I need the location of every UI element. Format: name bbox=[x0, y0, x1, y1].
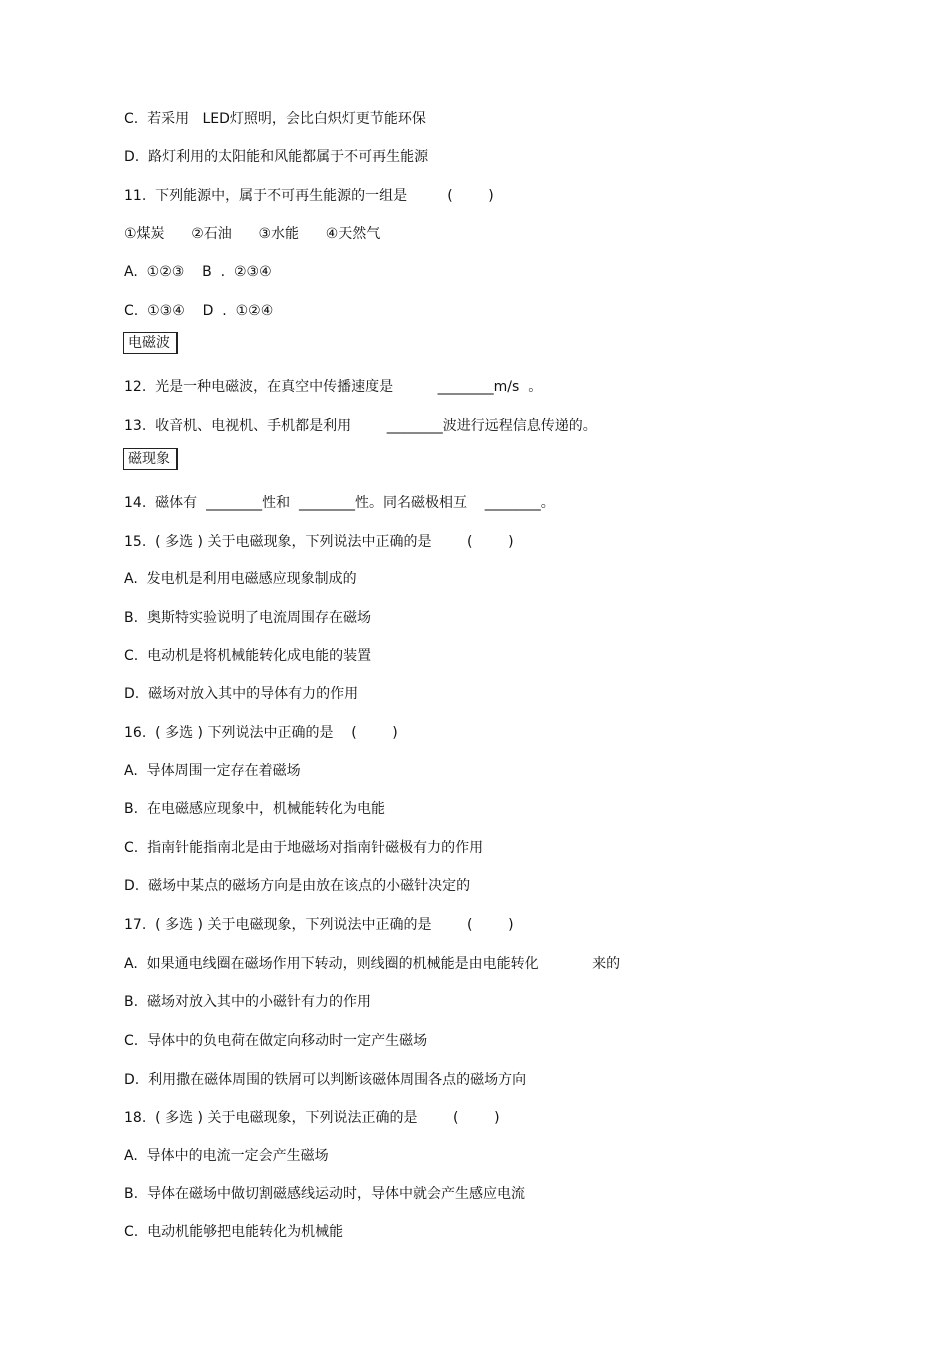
question-18: 18. ( 多选 ) 关于电磁现象，下列说法正确的是 ( ) bbox=[124, 1110, 500, 1126]
question-12: 12. 光是一种电磁波，在真空中传播速度是 ________m/s 。 bbox=[124, 379, 543, 395]
q17-option-d: D. 利用撒在磁体周围的铁屑可以判断该磁体周围各点的磁场方向 bbox=[124, 1072, 527, 1088]
q18-option-a: A. 导体中的电流一定会产生磁场 bbox=[124, 1148, 329, 1164]
q17-option-c: C. 导体中的负电荷在做定向移动时一定产生磁场 bbox=[124, 1033, 428, 1049]
section-heading-em-wave: 电磁波 bbox=[123, 332, 178, 354]
line-c-led: C. 若采用 LED灯照明，会比白炽灯更节能环保 bbox=[124, 111, 426, 127]
q15-option-b: B. 奥斯特实验说明了电流周围存在磁场 bbox=[124, 610, 371, 626]
question-15: 15. ( 多选 ) 关于电磁现象，下列说法中正确的是 ( ) bbox=[124, 534, 514, 550]
question-11: 11. 下列能源中，属于不可再生能源的一组是 ( ) bbox=[124, 188, 494, 204]
q16-option-b: B. 在电磁感应现象中，机械能转化为电能 bbox=[124, 801, 385, 817]
q18-option-c: C. 电动机能够把电能转化为机械能 bbox=[124, 1224, 344, 1240]
question-16: 16. ( 多选 ) 下列说法中正确的是 ( ) bbox=[124, 725, 398, 741]
question-14: 14. 磁体有 ________性和 ________性。同名磁极相互 ________。 bbox=[124, 495, 555, 511]
q18-option-b: B. 导体在磁场中做切割磁感线运动时，导体中就会产生感应电流 bbox=[124, 1186, 525, 1202]
q16-option-d: D. 磁场中某点的磁场方向是由放在该点的小磁针决定的 bbox=[124, 878, 471, 894]
question-17: 17. ( 多选 ) 关于电磁现象，下列说法中正确的是 ( ) bbox=[124, 917, 514, 933]
q17-option-b: B. 磁场对放入其中的小磁针有力的作用 bbox=[124, 994, 371, 1010]
question-13: 13. 收音机、电视机、手机都是利用 ________波进行远程信息传递的。 bbox=[124, 418, 597, 434]
q15-option-c: C. 电动机是将机械能转化成电能的装置 bbox=[124, 648, 372, 664]
q16-option-c: C. 指南针能指南北是由于地磁场对指南针磁极有力的作用 bbox=[124, 840, 484, 856]
q15-option-d: D. 磁场对放入其中的导体有力的作用 bbox=[124, 686, 359, 702]
q15-option-a: A. 发电机是利用电磁感应现象制成的 bbox=[124, 571, 357, 587]
q11-items: ①煤炭 ②石油 ③水能 ④天然气 bbox=[124, 226, 381, 242]
line-d-solar: D. 路灯利用的太阳能和风能都属于不可再生能源 bbox=[124, 149, 429, 165]
section-heading-magnetism: 磁现象 bbox=[123, 448, 178, 470]
q17-option-a: A. 如果通电线圈在磁场作用下转动，则线圈的机械能是由电能转化 来的 bbox=[124, 956, 621, 972]
q11-options-cd: C. ①③④ D . ①②④ bbox=[124, 303, 274, 319]
q11-options-ab: A. ①②③ B . ②③④ bbox=[124, 264, 272, 280]
q16-option-a: A. 导体周围一定存在着磁场 bbox=[124, 763, 301, 779]
